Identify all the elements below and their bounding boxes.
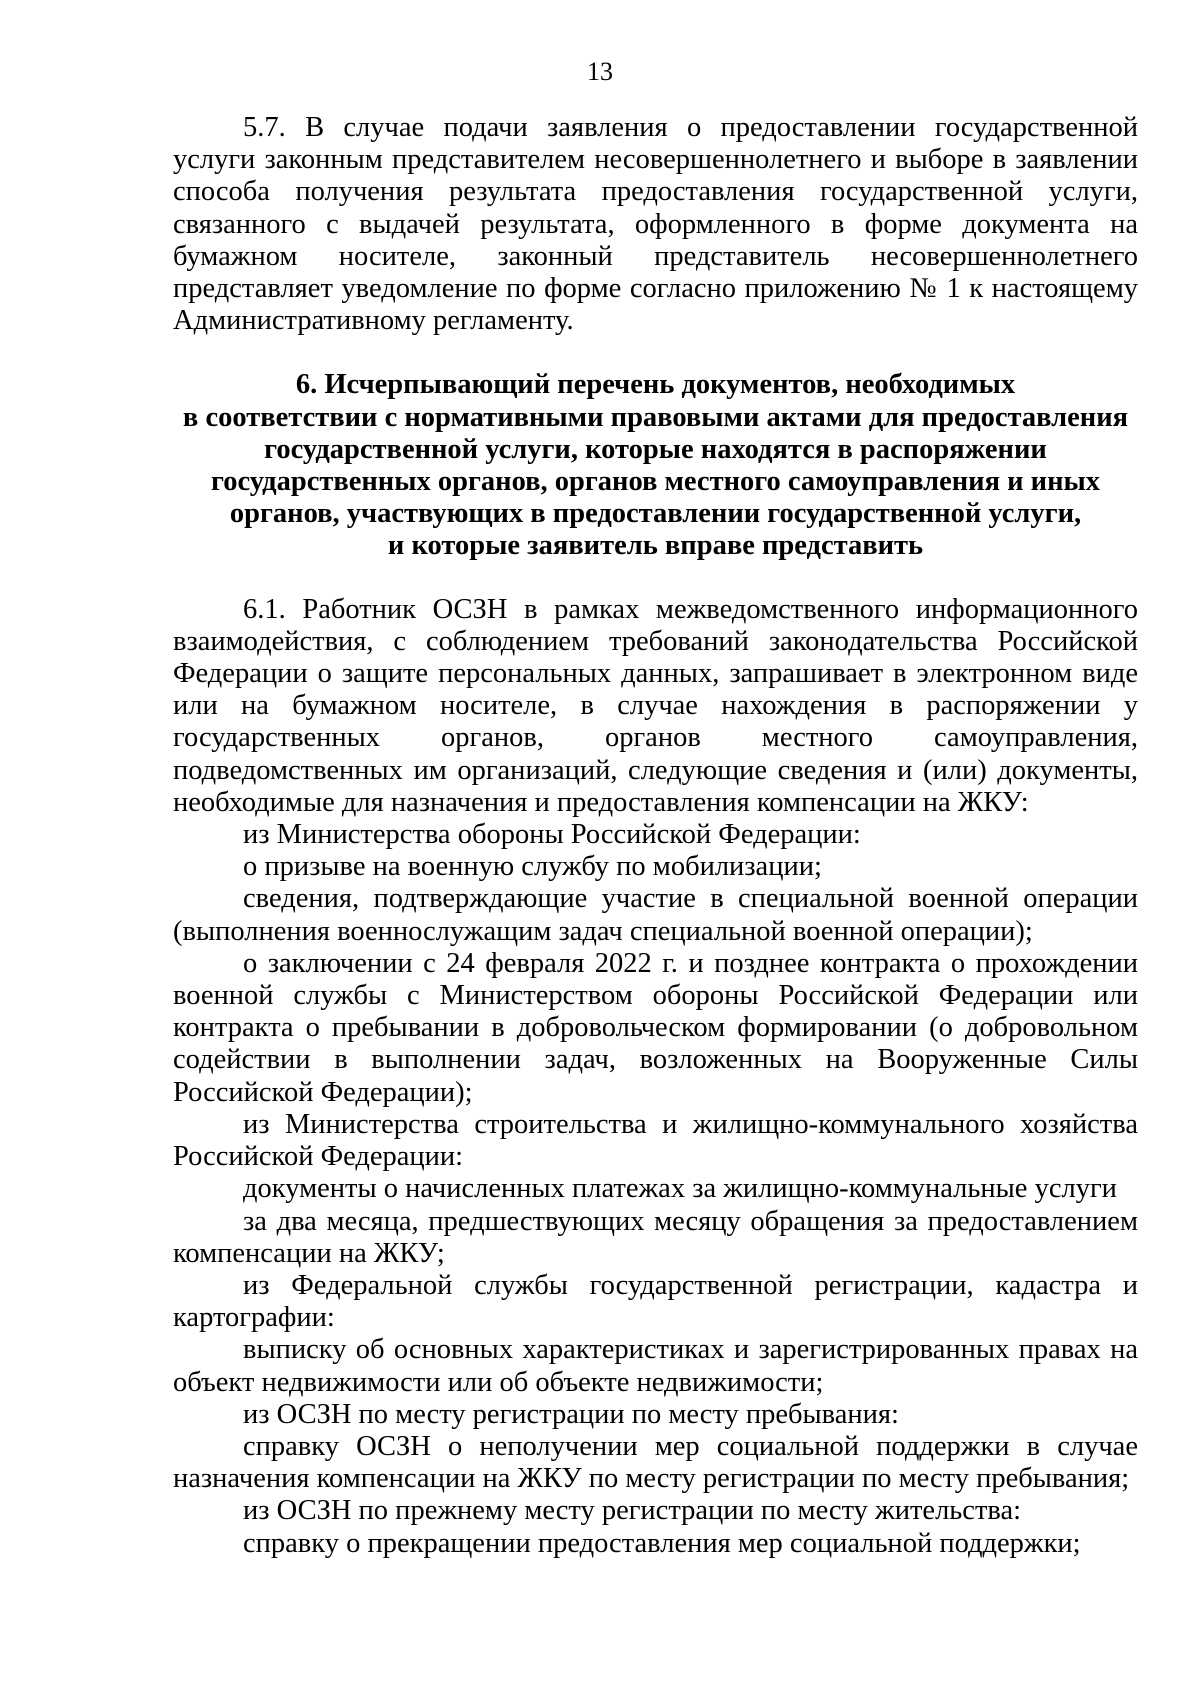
list-paragraph: о заключении с 24 февраля 2022 г. и позднее контракта о прохождении военной службы с Министерством обороны Российской Федерации или контракта о пребывании в добровольческом формировании (о добровольном содействии в выполнении задач, возложенных на Вооруженные Силы Российской Федерации); <box>173 947 1138 1108</box>
list-paragraph: выписку об основных характеристиках и зарегистрированных правах на объект недвижимости или об объекте недвижимости; <box>173 1334 1138 1398</box>
list-paragraph: из Министерства обороны Российской Федерации: <box>243 819 861 851</box>
heading-line: государственных органов, органов местного самоуправления и иных <box>210 466 1101 498</box>
paragraph-6-1: 6.1. Работник ОСЗН в рамках межведомственного информационного взаимодействия, с соблюдением требований законодательства Российской Федерации о защите персональных данных, запрашивает в электронном виде или на бумажном носителе, в случае нахождения в распоряжении у государственных органов, органов местного самоуправления, подведомственных им организаций, следующие сведения и (или) документы, необходимые для назначения и предоставления компенсации на ЖКУ: <box>173 593 1138 818</box>
heading-line: в соответствии с нормативными правовыми актами для предоставления <box>182 401 1129 433</box>
list-paragraph: о призыве на военную службу по мобилизации; <box>243 851 822 883</box>
paragraph-5-7: 5.7. В случае подачи заявления о предоставлении государственной услуги законным представителем несовершеннолетнего и выборе в заявлении способа получения результата предоставления государственной услуги, связанного с выдачей результата, оформленного в форме документа на бумажном носителе, законный представитель несовершеннолетнего представляет уведомление по форме согласно приложению № 1 к настоящему Административному регламенту. <box>173 112 1138 337</box>
section-6-heading <box>173 369 1138 562</box>
list-paragraph: из Министерства строительства и жилищно-коммунального хозяйства Российской Федерации: <box>173 1108 1138 1173</box>
list-paragraph: документы о начисленных платежах за жилищно-коммунальные услуги <box>243 1173 1117 1205</box>
list-paragraph: из Федеральной службы государственной регистрации, кадастра и картографии: <box>173 1269 1138 1334</box>
heading-line: государственной услуги, которые находятся в распоряжении <box>264 433 1047 465</box>
list-paragraph: справку о прекращении предоставления мер социальной поддержки; <box>243 1527 1081 1559</box>
list-paragraph: из ОСЗН по месту регистрации по месту пребывания: <box>243 1398 899 1430</box>
list-paragraph: справку ОСЗН о неполучении мер социальной поддержки в случае назначения компенсации на ЖКУ по месту регистрации по месту пребывания; <box>173 1430 1138 1495</box>
heading-line: и которые заявитель вправе представить <box>387 530 924 562</box>
list-paragraph: за два месяца, предшествующих месяцу обращения за предоставлением компенсации на ЖКУ; <box>173 1205 1138 1269</box>
heading-line: органов, участвующих в предоставлении государственной услуги, <box>229 498 1082 530</box>
page-number: 13 <box>587 57 613 86</box>
heading-line: 6. Исчерпывающий перечень документов, необходимых <box>295 369 1016 401</box>
list-paragraph: из ОСЗН по прежнему месту регистрации по месту жительства: <box>243 1495 1022 1527</box>
document-body <box>173 112 1138 1560</box>
list-paragraph: сведения, подтверждающие участие в специальной военной операции (выполнения военнослужащим задач специальной военной операции); <box>173 883 1138 947</box>
